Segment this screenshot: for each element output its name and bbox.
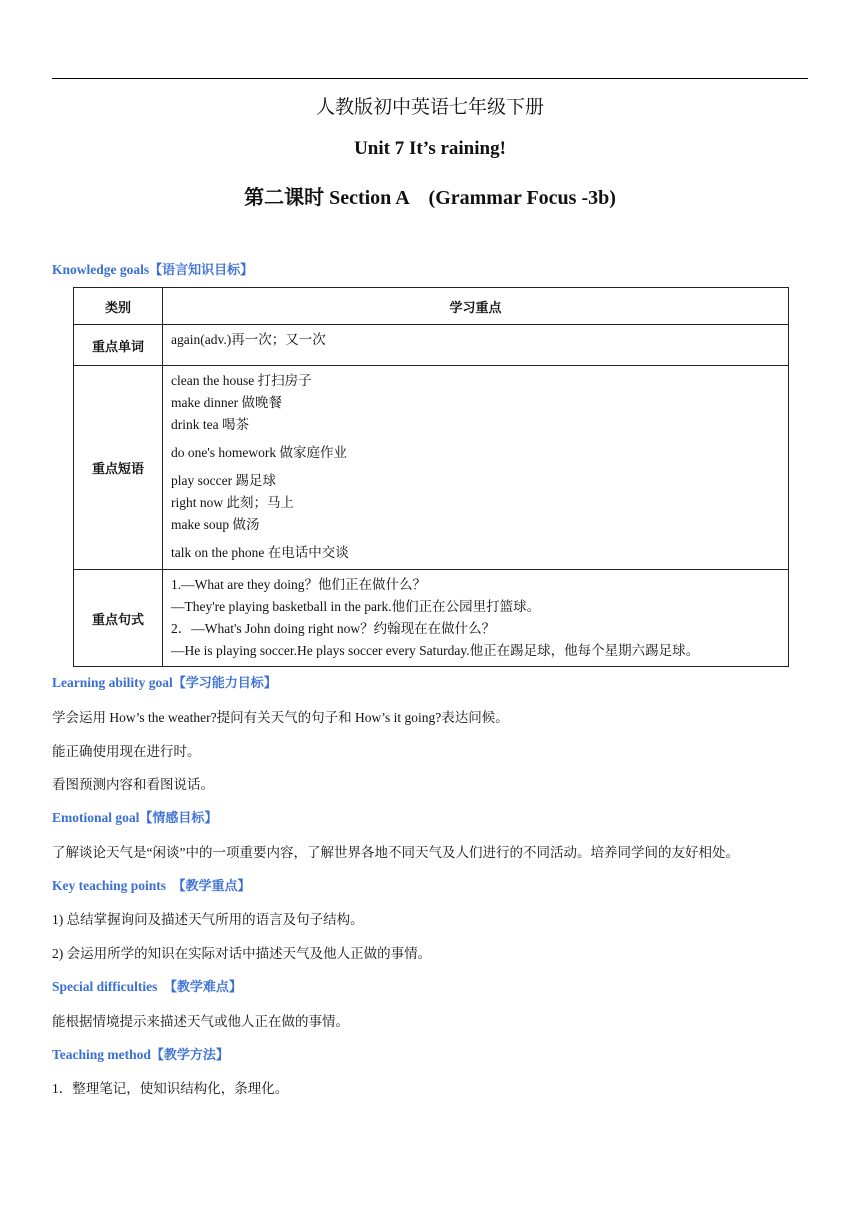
heading-cn: 【教学重点】 xyxy=(166,879,251,894)
table-row-words xyxy=(74,325,789,366)
focus-cell xyxy=(163,325,789,366)
knowledge-goals-heading xyxy=(52,259,253,278)
difficulty-item: 能根据情境提示来描述天气或他人正在做的事情。 xyxy=(52,1014,349,1029)
focus-line: right now 此刻；马上 xyxy=(171,495,294,510)
key-teaching-points-heading xyxy=(52,875,251,894)
unit-title: Unit 7 It’s raining! xyxy=(354,138,506,159)
focus-line: 2．—What's John doing right now？约翰现在在做什么？ xyxy=(171,621,496,636)
focus-cell xyxy=(163,570,789,667)
table-row-sentences xyxy=(74,570,789,667)
special-difficulties-heading xyxy=(52,976,242,995)
top-rule xyxy=(52,78,808,79)
heading-cn: 【教学难点】 xyxy=(157,980,242,995)
focus-line: —They're playing basketball in the park.他们正在公园里打篮球。 xyxy=(171,599,541,614)
key-point-item: 1) 总结掌握询问及描述天气所用的语言及句子结构。 xyxy=(52,912,364,927)
category-cell: 重点单词 xyxy=(74,325,163,366)
learning-item: 学会运用 How’s the weather?提问有关天气的句子和 How’s it going?表达问候。 xyxy=(52,710,509,725)
focus-line: again(adv.)再一次；又一次 xyxy=(171,332,326,347)
focus-line: drink tea 喝茶 xyxy=(171,417,249,432)
heading-en: Special difficulties xyxy=(52,979,158,994)
focus-cell xyxy=(163,366,789,570)
heading-cn: 【语言知识目标】 xyxy=(149,263,254,278)
table-row-phrases xyxy=(74,366,789,570)
table-header-row xyxy=(74,288,789,325)
heading-en: Key teaching points xyxy=(52,878,167,893)
heading-en: Emotional goal xyxy=(52,810,140,825)
col-header-category: 类别 xyxy=(74,288,163,325)
learning-item: 能正确使用现在进行时。 xyxy=(52,744,201,759)
category-cell: 重点短语 xyxy=(74,366,163,570)
focus-line: clean the house 打扫房子 xyxy=(171,373,312,388)
heading-en: Knowledge goals xyxy=(52,262,150,277)
focus-line: make soup 做汤 xyxy=(171,517,260,532)
knowledge-table xyxy=(73,287,789,667)
focus-line: —He is playing soccer.He plays soccer every Saturday.他正在踢足球，他每个星期六踢足球。 xyxy=(171,643,700,658)
category-cell: 重点句式 xyxy=(74,570,163,667)
key-point-item: 2) 会运用所学的知识在实际对话中描述天气及他人正做的事情。 xyxy=(52,946,432,961)
teaching-method-heading xyxy=(52,1044,229,1063)
heading-cn: 【教学方法】 xyxy=(150,1048,229,1063)
learning-ability-heading xyxy=(52,672,277,691)
method-item: 1．整理笔记，使知识结构化，条理化。 xyxy=(52,1081,289,1096)
heading-cn: 【学习能力目标】 xyxy=(172,676,277,691)
emotional-item: 了解谈论天气是“闲谈”中的一项重要内容，了解世界各地不同天气及人们进行的不同活动。培养同学间的友好相处。 xyxy=(52,845,739,860)
col-header-focus: 学习重点 xyxy=(163,288,789,325)
focus-line: play soccer 踢足球 xyxy=(171,473,276,488)
heading-cn: 【情感目标】 xyxy=(139,811,218,826)
heading-en: Teaching method xyxy=(52,1047,151,1062)
focus-line: do one's homework 做家庭作业 xyxy=(171,445,348,460)
lesson-title: 第二课时 Section A (Grammar Focus -3b) xyxy=(244,187,616,209)
doc-series-title: 人教版初中英语七年级下册 xyxy=(315,96,544,118)
focus-line: 1.—What are they doing？他们正在做什么？ xyxy=(171,577,426,592)
learning-item: 看图预测内容和看图说话。 xyxy=(52,777,214,792)
focus-line: make dinner 做晚餐 xyxy=(171,395,282,410)
focus-line: talk on the phone 在电话中交谈 xyxy=(171,545,349,560)
heading-en: Learning ability goal xyxy=(52,675,173,690)
emotional-goal-heading xyxy=(52,807,217,826)
